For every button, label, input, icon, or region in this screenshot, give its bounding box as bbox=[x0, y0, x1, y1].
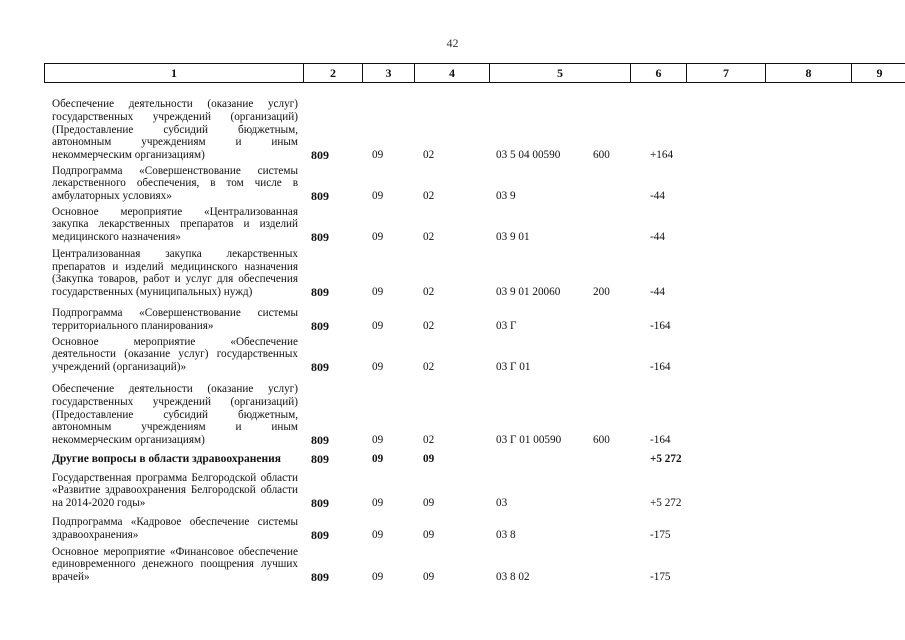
page-number: 42 bbox=[446, 36, 459, 50]
ministry-code: 809 bbox=[311, 433, 329, 448]
amount-change: +5 272 bbox=[650, 453, 682, 466]
row-description: Подпрограмма «Совершенствование системы территориального планирования» bbox=[52, 307, 298, 333]
subsection-code: 02 bbox=[423, 361, 435, 374]
ministry-code: 809 bbox=[311, 148, 329, 163]
ministry-code: 809 bbox=[311, 319, 329, 334]
column-header: 6 bbox=[631, 64, 687, 83]
target-article-code: 03 Г 01 00590 bbox=[496, 434, 562, 447]
subsection-code: 02 bbox=[423, 434, 435, 447]
section-code: 09 bbox=[372, 149, 384, 162]
row-description: Основное мероприятие «Финансовое обеспечение единовременного денежного поощрения лучших врачей» bbox=[52, 545, 298, 584]
table-row bbox=[0, 516, 905, 543]
column-header: 7 bbox=[687, 64, 766, 83]
column-header: 1 bbox=[45, 64, 304, 83]
section-code: 09 bbox=[372, 434, 384, 447]
column-header: 5 bbox=[490, 64, 631, 83]
row-description: Другие вопросы в области здравоохранения bbox=[52, 453, 281, 466]
section-code: 09 bbox=[372, 453, 384, 466]
target-article-code: 03 8 bbox=[496, 529, 516, 542]
row-description: Государственная программа Белгородской области «Развитие здравоохранения Белгородской области на 2014-2020 годы» bbox=[52, 471, 298, 510]
row-description: Основное мероприятие «Обеспечение деятельности (оказание услуг) государственных учреждений (организаций)» bbox=[52, 335, 298, 374]
table-row bbox=[0, 335, 905, 375]
column-header-table bbox=[44, 63, 905, 83]
row-description: Основное мероприятие «Централизованная закупка лекарственных препаратов и изделий медицинского назначения» bbox=[52, 205, 298, 244]
amount-change: -164 bbox=[650, 361, 671, 374]
amount-change: +164 bbox=[650, 149, 674, 162]
target-article-code: 03 bbox=[496, 497, 508, 510]
target-article-code: 03 9 01 bbox=[496, 231, 530, 244]
section-code: 09 bbox=[372, 286, 384, 299]
amount-change: -164 bbox=[650, 434, 671, 447]
row-description: Централизованная закупка лекарственных препаратов и изделий медицинского назначения (Закупка товаров, работ и услуг для обеспечения государственных (муниципальных) нужд) bbox=[52, 247, 298, 299]
section-code: 09 bbox=[372, 231, 384, 244]
ministry-code: 809 bbox=[311, 452, 329, 467]
ministry-code: 809 bbox=[311, 189, 329, 204]
section-code: 09 bbox=[372, 361, 384, 374]
subsection-code: 02 bbox=[423, 190, 435, 203]
amount-change: -44 bbox=[650, 231, 665, 244]
subsection-code: 02 bbox=[423, 149, 435, 162]
table-row bbox=[0, 452, 905, 467]
table-row bbox=[0, 307, 905, 334]
target-article-code: 03 Г 01 bbox=[496, 361, 531, 374]
row-description: Подпрограмма «Кадровое обеспечение системы здравоохранения» bbox=[52, 516, 298, 542]
ministry-code: 809 bbox=[311, 528, 329, 543]
subsection-code: 02 bbox=[423, 231, 435, 244]
target-article-code: 03 8 02 bbox=[496, 571, 530, 584]
subsection-code: 02 bbox=[423, 320, 435, 333]
row-description: Обеспечение деятельности (оказание услуг) государственных учреждений (организаций) (Предоставление субсидий бюджетным, автономным учреждениям и иным некоммерческим организациям) bbox=[52, 98, 298, 162]
row-description: Обеспечение деятельности (оказание услуг) государственных учреждений (организаций) (Предоставление субсидий бюджетным, автономным учреждениям и иным некоммерческим организациям) bbox=[52, 383, 298, 447]
amount-change: -44 bbox=[650, 190, 665, 203]
table-row bbox=[0, 164, 905, 204]
subsection-code: 09 bbox=[423, 571, 435, 584]
section-code: 09 bbox=[372, 497, 384, 510]
target-article-code: 03 9 01 20060 bbox=[496, 286, 561, 299]
row-description: Подпрограмма «Совершенствование системы лекарственного обеспечения, в том числе в амбулаторных условиях» bbox=[52, 164, 298, 203]
table-row bbox=[0, 545, 905, 585]
ministry-code: 809 bbox=[311, 496, 329, 511]
ministry-code: 809 bbox=[311, 360, 329, 375]
subsection-code: 09 bbox=[423, 453, 435, 466]
column-header: 9 bbox=[852, 64, 905, 83]
ministry-code: 809 bbox=[311, 285, 329, 300]
column-header: 8 bbox=[766, 64, 852, 83]
expense-type-code: 600 bbox=[593, 434, 610, 447]
target-article-code: 03 5 04 00590 bbox=[496, 149, 561, 162]
table-row bbox=[0, 383, 905, 448]
table-row bbox=[0, 205, 905, 245]
table-row bbox=[0, 98, 905, 163]
target-article-code: 03 9 bbox=[496, 190, 516, 203]
subsection-code: 09 bbox=[423, 497, 435, 510]
subsection-code: 09 bbox=[423, 529, 435, 542]
target-article-code: 03 Г bbox=[496, 320, 517, 333]
amount-change: -175 bbox=[650, 529, 671, 542]
section-code: 09 bbox=[372, 529, 384, 542]
section-code: 09 bbox=[372, 571, 384, 584]
section-code: 09 bbox=[372, 190, 384, 203]
subsection-code: 02 bbox=[423, 286, 435, 299]
table-row bbox=[0, 247, 905, 300]
expense-type-code: 600 bbox=[593, 149, 610, 162]
ministry-code: 809 bbox=[311, 570, 329, 585]
column-header: 3 bbox=[363, 64, 415, 83]
ministry-code: 809 bbox=[311, 230, 329, 245]
expense-type-code: 200 bbox=[593, 286, 610, 299]
amount-change: -175 bbox=[650, 571, 671, 584]
table-row bbox=[0, 471, 905, 511]
amount-change: +5 272 bbox=[650, 497, 682, 510]
column-header: 4 bbox=[415, 64, 490, 83]
amount-change: -164 bbox=[650, 320, 671, 333]
section-code: 09 bbox=[372, 320, 384, 333]
amount-change: -44 bbox=[650, 286, 665, 299]
column-header: 2 bbox=[304, 64, 363, 83]
